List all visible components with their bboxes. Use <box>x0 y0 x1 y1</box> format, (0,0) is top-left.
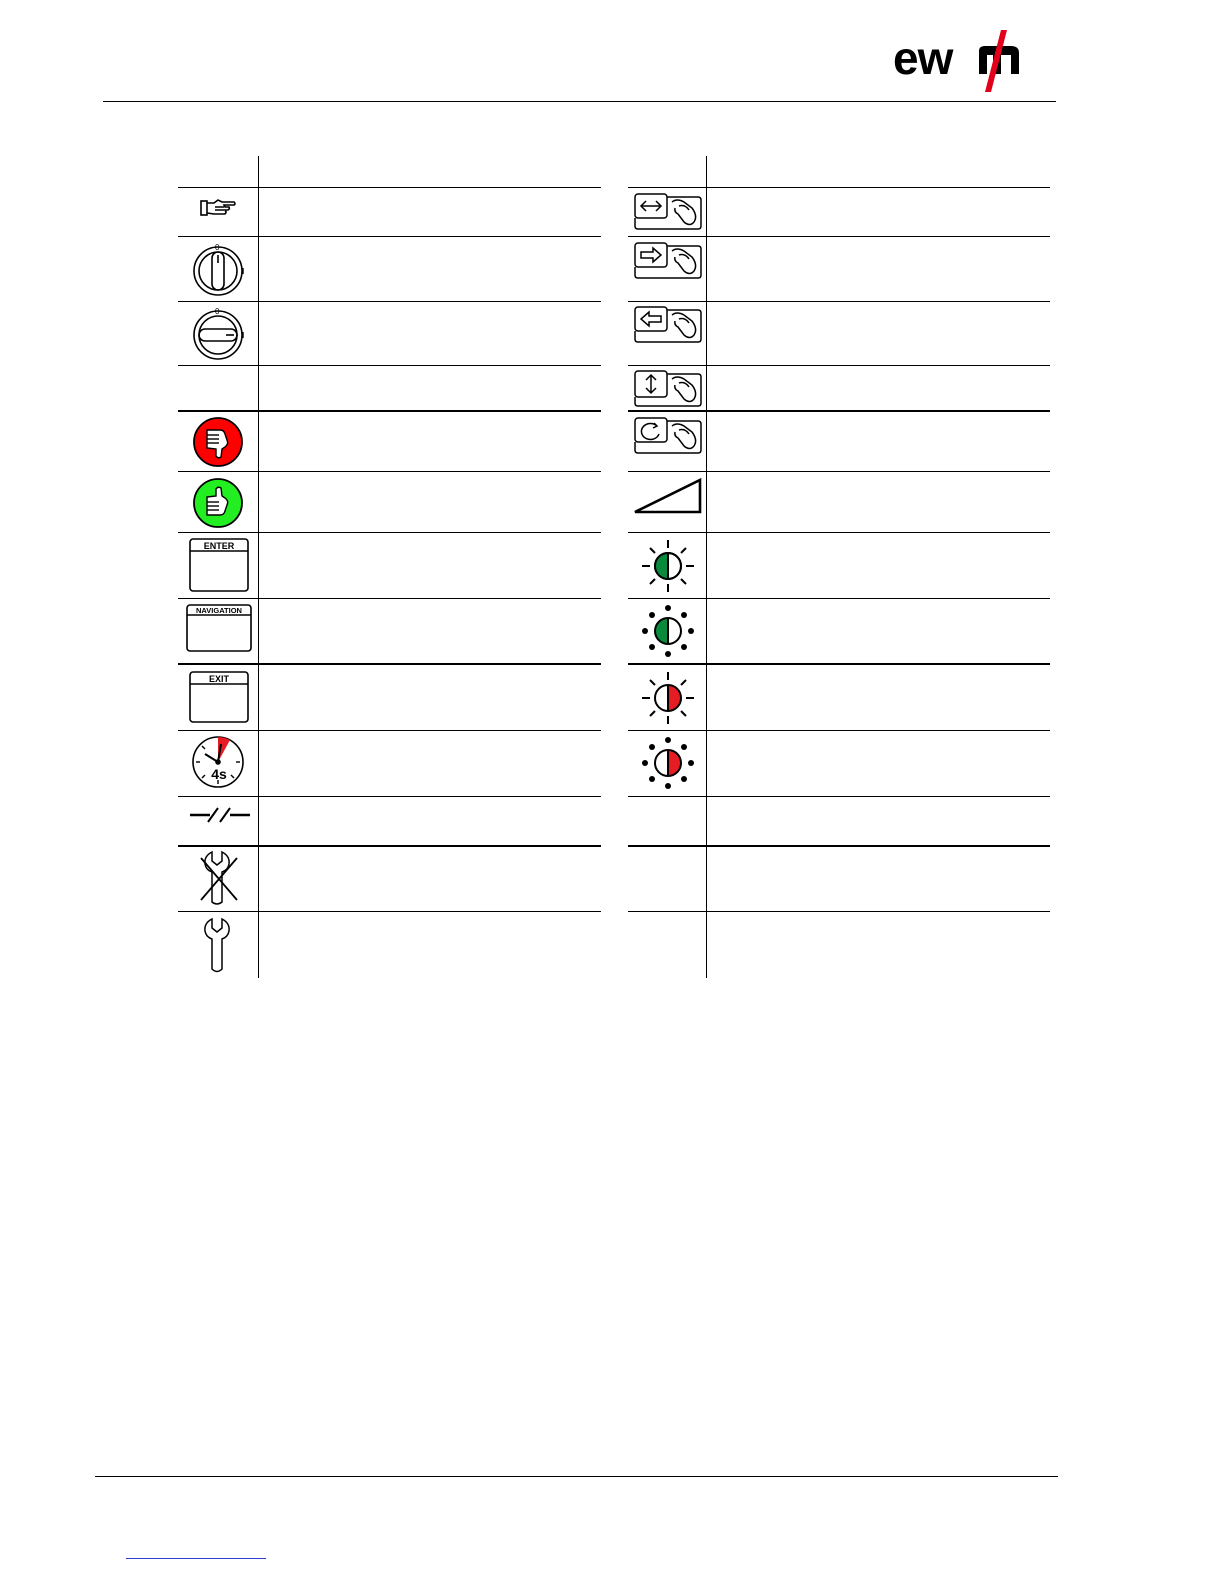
signal-red-flash-icon <box>640 735 696 791</box>
enter-key-label: ENTER <box>203 541 235 551</box>
row-rule <box>628 236 1050 237</box>
column-divider <box>706 156 707 978</box>
row-rule <box>178 236 601 237</box>
exit-key-label: EXIT <box>208 674 230 684</box>
row-rule <box>628 911 1050 912</box>
signal-red-on-icon <box>640 670 696 726</box>
rotary-switch-on-icon <box>191 241 247 299</box>
press-left-icon <box>632 305 704 345</box>
row-rule <box>628 187 1050 188</box>
navigation-key-label: NAVIGATION <box>196 606 242 615</box>
ramp-icon <box>632 476 704 516</box>
thumb-up-icon <box>192 477 244 529</box>
signal-green-on-icon <box>640 538 696 594</box>
press-right-icon <box>632 241 704 281</box>
thumb-down-icon <box>192 416 244 468</box>
row-rule <box>628 365 1050 366</box>
row-rule <box>178 410 601 412</box>
svg-text:ew: ew <box>893 32 953 84</box>
timer-4s-icon <box>191 734 247 790</box>
column-divider <box>258 156 259 978</box>
rotary-switch-off-icon <box>191 305 247 363</box>
svg-text:0: 0 <box>215 307 220 316</box>
row-rule <box>178 532 601 533</box>
press-updown-icon <box>632 369 704 409</box>
row-rule <box>178 730 601 731</box>
row-rule <box>628 730 1050 731</box>
press-rotate-icon <box>632 416 704 456</box>
row-rule <box>178 911 601 912</box>
wrench-icon <box>198 917 240 975</box>
press-toggle-icon <box>632 192 704 232</box>
no-wrench-icon <box>198 850 240 906</box>
row-rule <box>628 796 1050 797</box>
exit-key-icon <box>188 670 250 724</box>
row-rule <box>628 845 1050 847</box>
row-rule <box>178 187 601 188</box>
row-rule <box>178 301 601 302</box>
interruption-icon <box>188 805 252 825</box>
footer-link-underline[interactable] <box>126 1558 266 1559</box>
svg-text:0: 0 <box>215 243 220 252</box>
row-rule <box>628 532 1050 533</box>
enter-key-icon <box>188 537 250 593</box>
row-rule <box>628 663 1050 665</box>
row-rule <box>178 796 601 797</box>
row-rule <box>178 365 601 366</box>
row-rule <box>628 598 1050 599</box>
row-rule <box>178 845 601 847</box>
pointing-hand-icon <box>198 196 238 220</box>
footer-rule <box>95 1476 1058 1477</box>
row-rule <box>178 471 601 472</box>
row-rule <box>178 598 601 599</box>
signal-green-flash-icon <box>640 603 696 659</box>
row-rule <box>628 471 1050 472</box>
row-rule <box>178 663 601 665</box>
row-rule <box>628 410 1050 412</box>
navigation-key-icon <box>185 603 253 653</box>
timer-label: 4s <box>211 766 227 782</box>
row-rule <box>628 301 1050 302</box>
